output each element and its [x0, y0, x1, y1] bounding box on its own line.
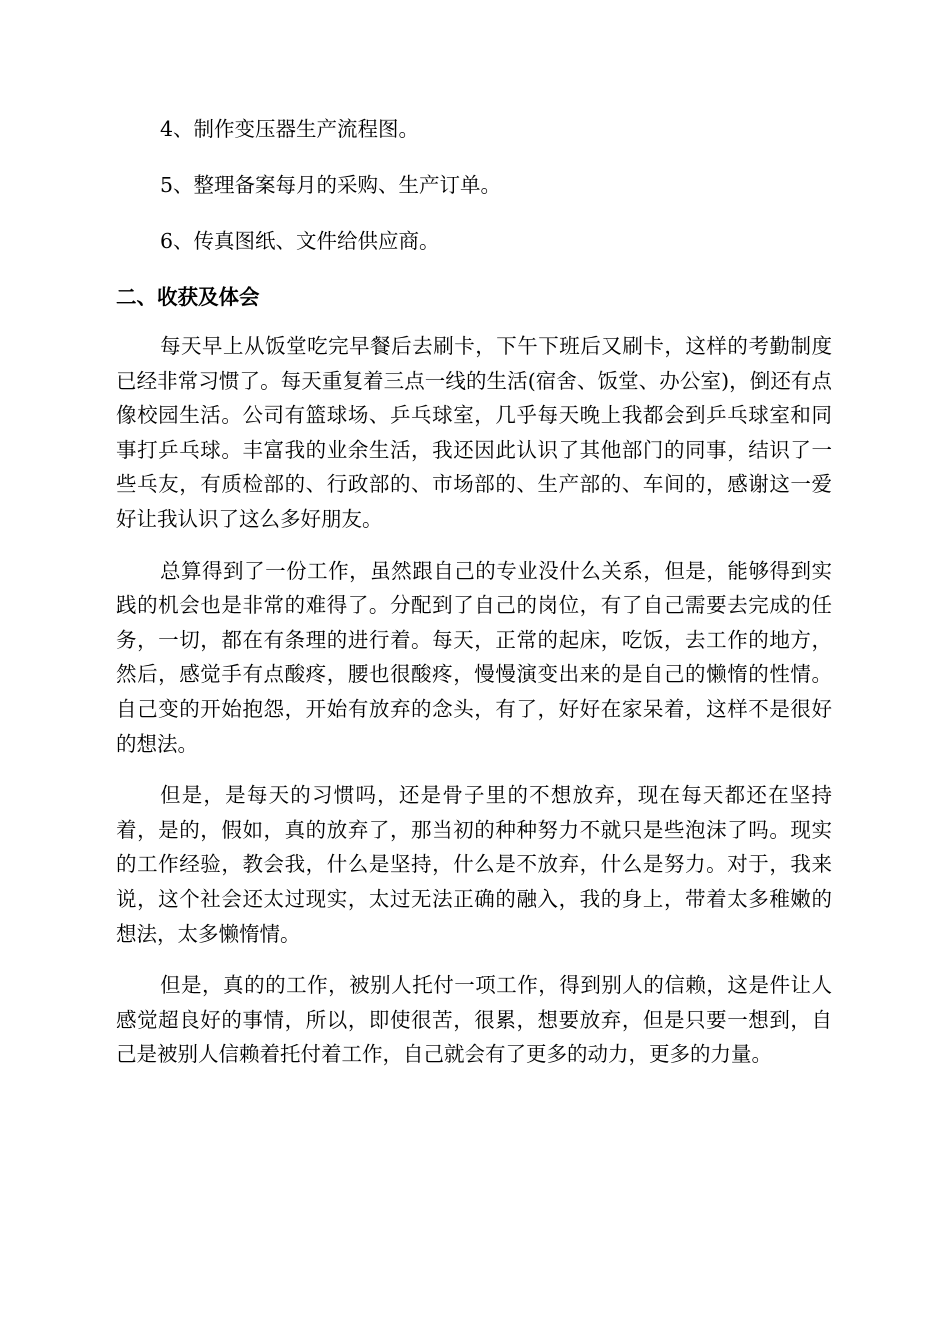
paragraph-4: 但是，真的的工作，被别人托付一项工作，得到别人的信赖，这是件让人感觉超良好的事情，所以，即使很苦，很累，想要放弃，但是只要一想到，自己是被别人信赖着托付着工作，自己就会有了更多的动力，更多的力量。: [116, 973, 832, 1067]
list-item-5: 5、整理备案每月的采购、生产订单。: [160, 173, 502, 197]
list-item-6: 6、传真图纸、文件给供应商。: [160, 229, 440, 253]
list-item-4: 4、制作变压器生产流程图。: [160, 117, 420, 141]
paragraph-3: 但是，是每天的习惯吗，还是骨子里的不想放弃，现在每天都还在坚持着，是的，假如，真的放弃了，那当初的种种努力不就只是些泡沫了吗。现实的工作经验，教会我，什么是坚持，什么是不放弃，什么是努力。对于，我来说，这个社会还太过现实，太过无法正确的融入，我的身上，带着太多稚嫩的想法，太多懒惰情。: [116, 783, 832, 946]
paragraph-2: 总算得到了一份工作，虽然跟自己的专业没什么关系，但是，能够得到实践的机会也是非常的难得了。分配到了自己的岗位，有了自己需要去完成的任务，一切，都在有条理的进行着。每天，正常的起床，吃饭，去工作的地方，然后，感觉手有点酸疼，腰也很酸疼，慢慢演变出来的是自己的懒惰的性情。自己变的开始抱怨，开始有放弃的念头，有了，好好在家呆着，这样不是很好的想法。: [116, 558, 832, 756]
document-body: [116, 104, 832, 1089]
section-heading: 二、收获及体会: [116, 285, 260, 309]
paragraph-1: 每天早上从饭堂吃完早餐后去刷卡，下午下班后又刷卡，这样的考勤制度已经非常习惯了。每天重复着三点一线的生活(宿舍、饭堂、办公室)，倒还有点像校园生活。公司有篮球场、乒乓球室，几乎每天晚上我都会到乒乓球室和同事打乒乓球。丰富我的业余生活，我还因此认识了其他部门的同事，结识了一些乓友，有质检部的、行政部的、市场部的、生产部的、车间的，感谢这一爱好让我认识了这么多好朋友。: [116, 334, 832, 531]
